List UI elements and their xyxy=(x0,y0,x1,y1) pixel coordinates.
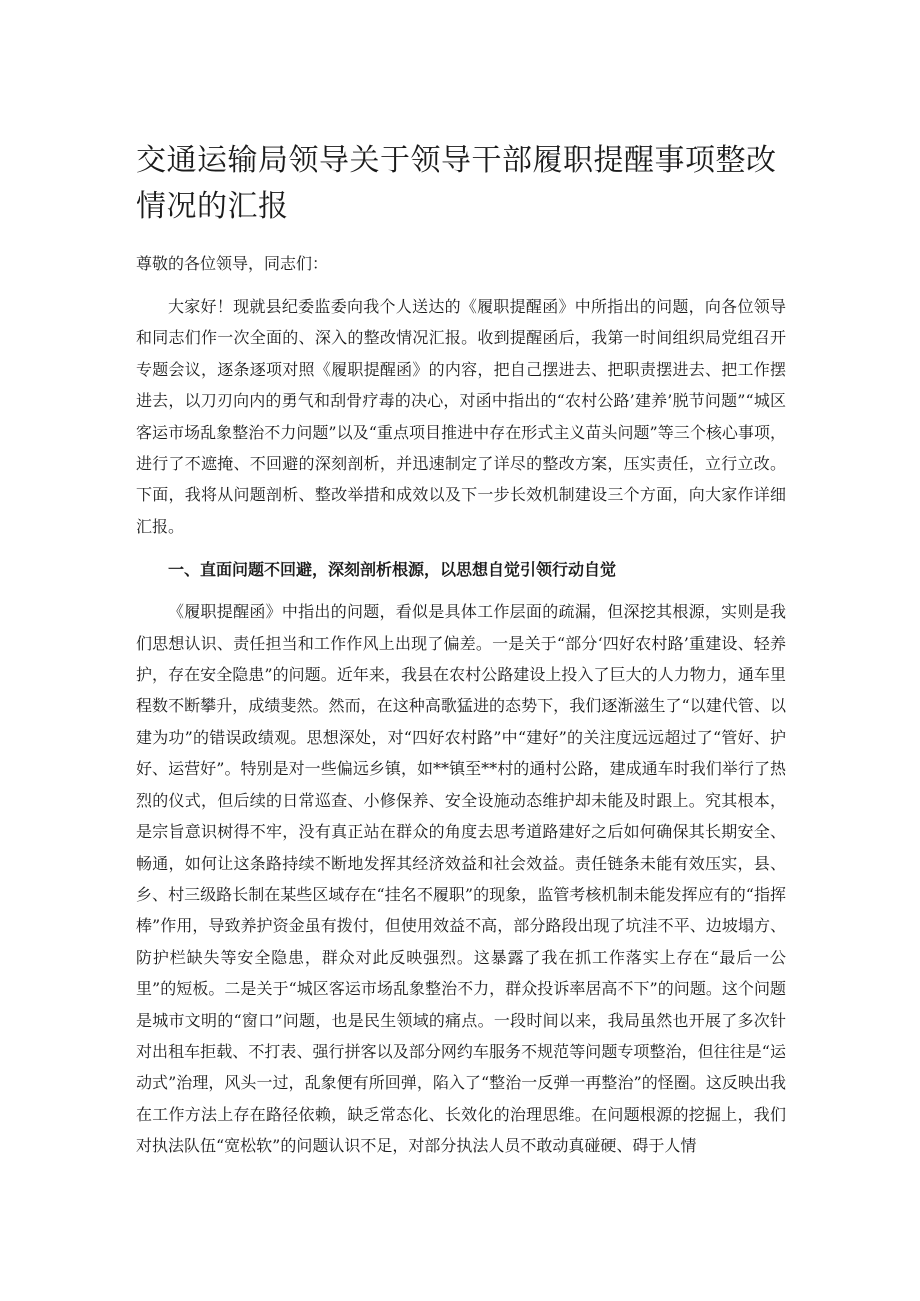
intro-paragraph: 大家好！现就县纪委监委向我个人送达的《履职提醒函》中所指出的问题，向各位领导和同志们作一次全面的、深入的整改情况汇报。收到提醒函后，我第一时间组织局党组召开专题会议，逐条逐项对照《履职提醒函》的内容，把自己摆进去、把职责摆进去、把工作摆进去，以刀刃向内的勇气和刮骨疗毒的决心，对函中指出的“农村公路’建养’脱节问题”“城区客运市场乱象整治不力问题”以及“重点项目推进中存在形式主义苗头问题”等三个核心事项，进行了不遮掩、不回避的深刻剖析，并迅速制定了详尽的整改方案，压实责任，立行立改。下面，我将从问题剖析、整改举措和成效以及下一步长效机制建设三个方面，向大家作详细汇报。 xyxy=(136,297,786,536)
document-title: 交通运输局领导关于领导干部履职提醒事项整改情况的汇报 xyxy=(136,143,777,224)
document-body xyxy=(136,248,786,1174)
salutation: 尊敬的各位领导，同志们： xyxy=(136,254,329,273)
section-paragraph: 《履职提醒函》中指出的问题，看似是具体工作层面的疏漏，但深挖其根源，实则是我们思想认识、责任担当和工作作风上出现了偏差。一是关于“部分‘四好农村路’重建设、轻养护，存在安全隐患”的问题。近年来，我县在农村公路建设上投入了巨大的人力物力，通车里程数不断攀升，成绩斐然。然而，在这种高歌猛进的态势下，我们逐渐滋生了“以建代管、以建为功”的错误政绩观。思想深处，对“四好农村路”中“建好”的关注度远远超过了“管好、护好、运营好”。特别是对一些偏远乡镇，如**镇至**村的通村公路，建成通车时我们举行了热烈的仪式，但后续的日常巡查、小修保养、安全设施动态维护却未能及时跟上。究其根本，是宗旨意识树得不牢，没有真正站在群众的角度去思考道路建好之后如何确保其长期安全、畅通，如何让这条路持续不断地发挥其经济效益和社会效益。责任链条未能有效压实，县、乡、村三级路长制在某些区域存在“挂名不履职”的现象，监管考核机制未能发挥应有的“指挥棒”作用，导致养护资金虽有拨付，但使用效益不高，部分路段出现了坑洼不平、边坡塌方、防护栏缺失等安全隐患，群众对此反映强烈。这暴露了我在抓工作落实上存在“最后一公里”的短板。二是关于“城区客运市场乱象整治不力，群众投诉率居高不下”的问题。这个问题是城市文明的“窗口”问题，也是民生领域的痛点。一段时间以来，我局虽然也开展了多次针对出租车拒载、不打表、强行拼客以及部分网约车服务不规范等问题专项整治，但往往是“运动式”治理，风头一过，乱象便有所回弹，陷入了“整治一反弹一再整治”的怪圈。这反映出我在工作方法上存在路径依赖，缺乏常态化、长效化的治理思维。在问题根源的挖掘上，我们对执法队伍“宽松软”的问题认识不足，对部分执法人员不敢动真碰硬、碍于人情 xyxy=(136,602,786,1156)
section-heading: 一、直面问题不回避，深刻剖析根源，以思想自觉引领行动自觉 xyxy=(168,560,617,580)
